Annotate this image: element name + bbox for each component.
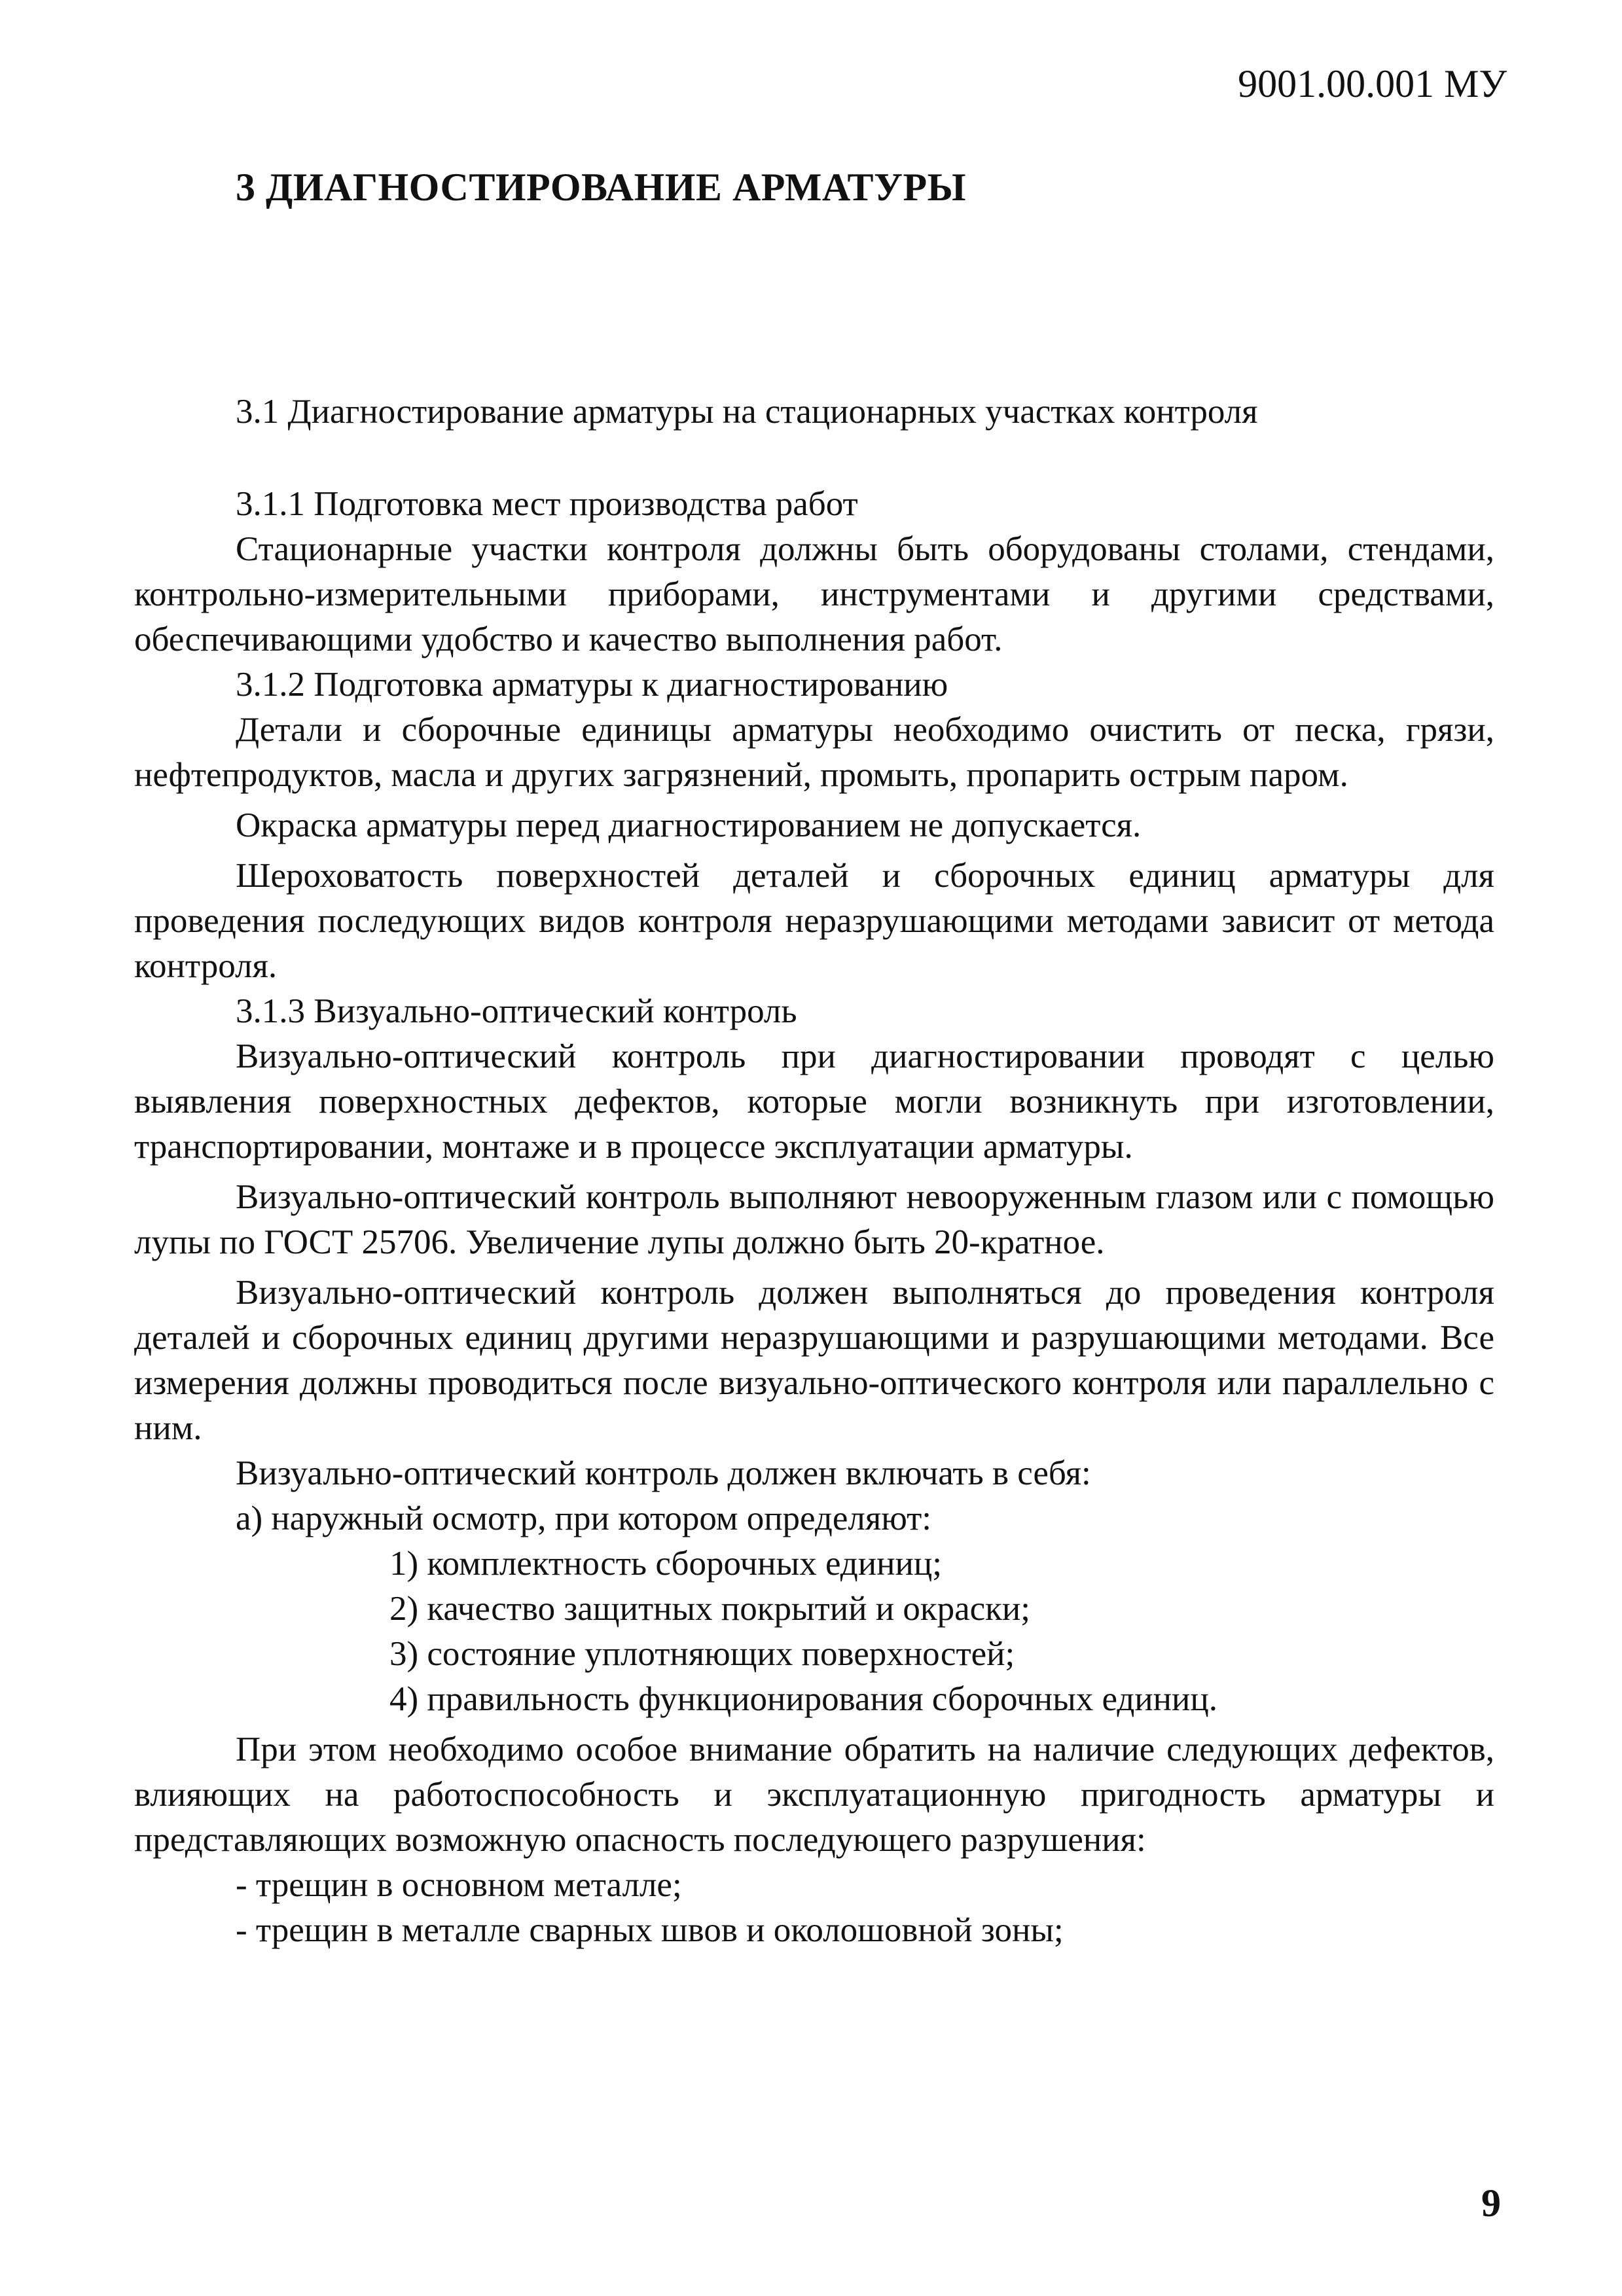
clause-3-1-3-title: 3.1.3 Визуально-оптический контроль [236, 992, 797, 1030]
clause-3-1-1-title: 3.1.1 Подготовка мест производства работ [236, 485, 858, 523]
paragraph: Детали и сборочные единицы арматуры необходимо очистить от песка, грязи, нефтепродуктов, масла и других загрязнений, промыть, пропарить острым паром. [134, 711, 1494, 794]
paragraph: Стационарные участки контроля должны быть оборудованы столами, стендами, контрольно-измерительными приборами, инструментами и другими средствами, обеспечивающими удобство и качество выполнения работ. [134, 530, 1494, 658]
list-item: 3) состояние уплотняющих поверхностей; [389, 1635, 1015, 1673]
page-number: 9 [1481, 2181, 1501, 2225]
list-item: 1) комплектность сборочных единиц; [389, 1545, 942, 1583]
defect-item: - трещин в основном металле; [236, 1866, 682, 1904]
document-code: 9001.00.001 МУ [1238, 62, 1507, 105]
list-item: 2) качество защитных покрытий и окраски; [389, 1590, 1030, 1628]
defect-item: - трещин в металле сварных швов и околошовной зоны; [236, 1911, 1064, 1949]
clause-3-1-2-title: 3.1.2 Подготовка арматуры к диагностированию [236, 666, 948, 704]
section-title: 3 ДИАГНОСТИРОВАНИЕ АРМАТУРЫ [236, 166, 967, 209]
body-text [134, 340, 1494, 1953]
paragraph: Шероховатость поверхностей деталей и сборочных единиц арматуры для проведения последующих видов контроля неразрушающими методами зависит от метода контроля. [134, 857, 1494, 985]
subsection-title: 3.1 Диагностирование арматуры на стационарных участках контроля [236, 393, 1258, 431]
paragraph: Окраска арматуры перед диагностированием не допускается. [236, 806, 1142, 844]
paragraph: При этом необходимо особое внимание обратить на наличие следующих дефектов, влияющих на работоспособность и эксплуатационную пригодность арматуры и представляющих возможную опасность последующего разрушения: [134, 1731, 1494, 1859]
list-item-a: а) наружный осмотр, при котором определяют: [236, 1499, 931, 1537]
list-item: 4) правильность функционирования сборочных единиц. [389, 1680, 1218, 1718]
paragraph: Визуально-оптический контроль должен выполняться до проведения контроля деталей и сборочных единиц другими неразрушающими и разрушающими методами. Все измерения должны проводиться после визуально-оптического контроля или параллельно с ним. [134, 1274, 1494, 1447]
paragraph: Визуально-оптический контроль при диагностировании проводят с целью выявления поверхностных дефектов, которые могли возникнуть при изготовлении, транспортировании, монтаже и в процессе эксплуатации арматуры. [134, 1037, 1494, 1166]
paragraph: Визуально-оптический контроль должен включать в себя: [236, 1454, 1091, 1492]
paragraph: Визуально-оптический контроль выполняют невооруженным глазом или с помощью лупы по ГОСТ 25706. Увеличение лупы должно быть 20-кратное. [134, 1178, 1494, 1261]
